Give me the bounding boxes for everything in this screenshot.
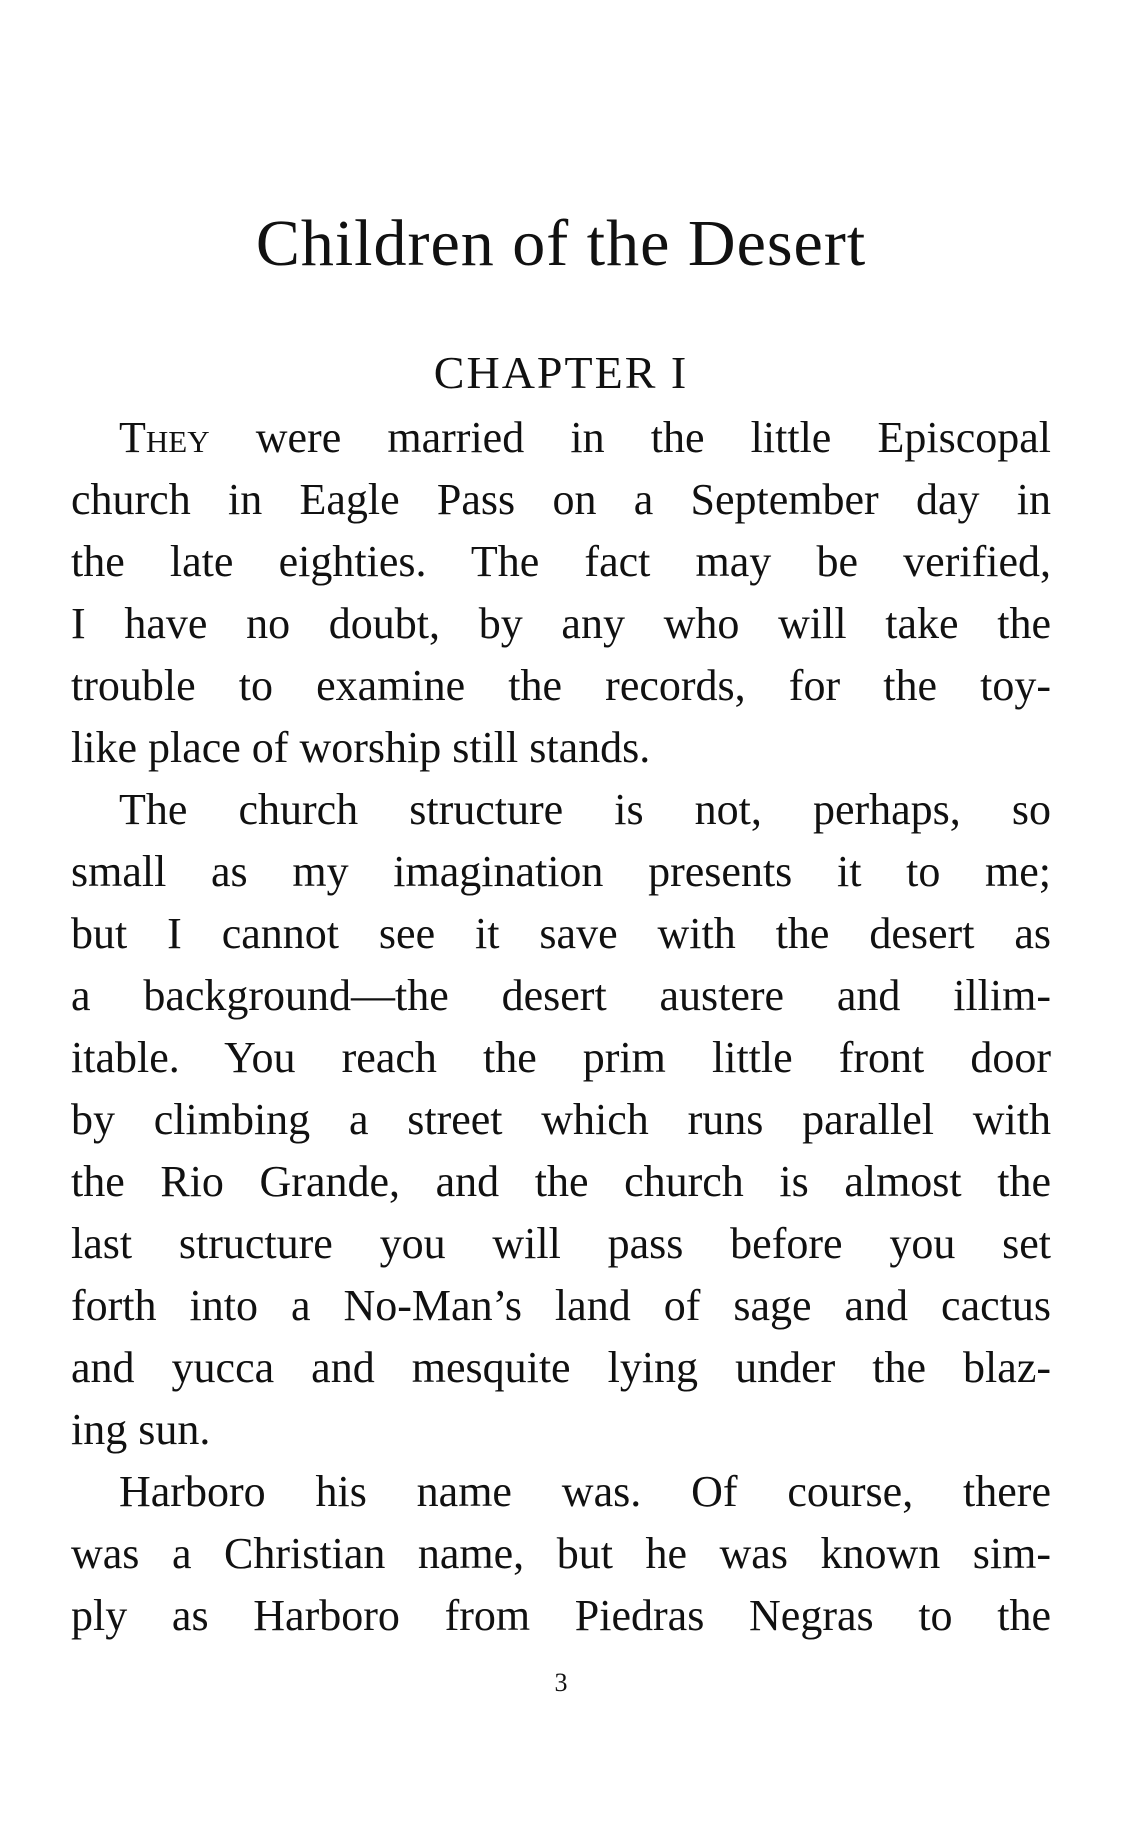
paragraph-line: like place of worship still stands. bbox=[71, 723, 651, 772]
paragraph-line: last structure you will pass before you set bbox=[71, 1219, 1051, 1268]
paragraph-line: forth into a No-Man’s land of sage and cactus bbox=[71, 1281, 1051, 1330]
chapter-heading: CHAPTER I bbox=[433, 347, 689, 399]
paragraph-line: the late eighties. The fact may be verified, bbox=[71, 537, 1051, 586]
paragraph-line: itable. You reach the prim little front door bbox=[71, 1033, 1051, 1082]
paragraph-line: the Rio Grande, and the church is almost the bbox=[71, 1157, 1051, 1206]
paragraph-line: The church structure is not, perhaps, so bbox=[119, 785, 1051, 834]
chapter-text bbox=[71, 407, 1051, 1647]
paragraph-1 bbox=[71, 407, 1051, 779]
paragraph-line: Harboro his name was. Of course, there bbox=[119, 1467, 1051, 1516]
paragraph-line: a background—the desert austere and illim- bbox=[71, 971, 1051, 1020]
line-text: were married in the little Episcopal bbox=[209, 413, 1051, 462]
paragraph-line: and yucca and mesquite lying under the blaz- bbox=[71, 1343, 1051, 1392]
paragraph-line: trouble to examine the records, for the toy- bbox=[71, 661, 1051, 710]
paragraph-line: I have no doubt, by any who will take the bbox=[71, 599, 1051, 648]
paragraph-line: was a Christian name, but he was known sim- bbox=[71, 1529, 1051, 1578]
paragraph-line: small as my imagination presents it to me; bbox=[71, 847, 1051, 896]
paragraph-line: by climbing a street which runs parallel with bbox=[71, 1095, 1051, 1144]
paragraph-line: ply as Harboro from Piedras Negras to the bbox=[71, 1591, 1051, 1640]
paragraph-line: ing sun. bbox=[71, 1405, 211, 1454]
paragraph-2 bbox=[71, 779, 1051, 1461]
paragraph-line: church in Eagle Pass on a September day in bbox=[71, 475, 1051, 524]
paragraph-line: but I cannot see it save with the desert as bbox=[71, 909, 1051, 958]
paragraph-line bbox=[71, 407, 1051, 469]
page-number: 3 bbox=[554, 1668, 568, 1697]
paragraph-3 bbox=[71, 1461, 1051, 1647]
lead-word: They bbox=[119, 413, 210, 462]
book-title: Children of the Desert bbox=[255, 207, 867, 281]
